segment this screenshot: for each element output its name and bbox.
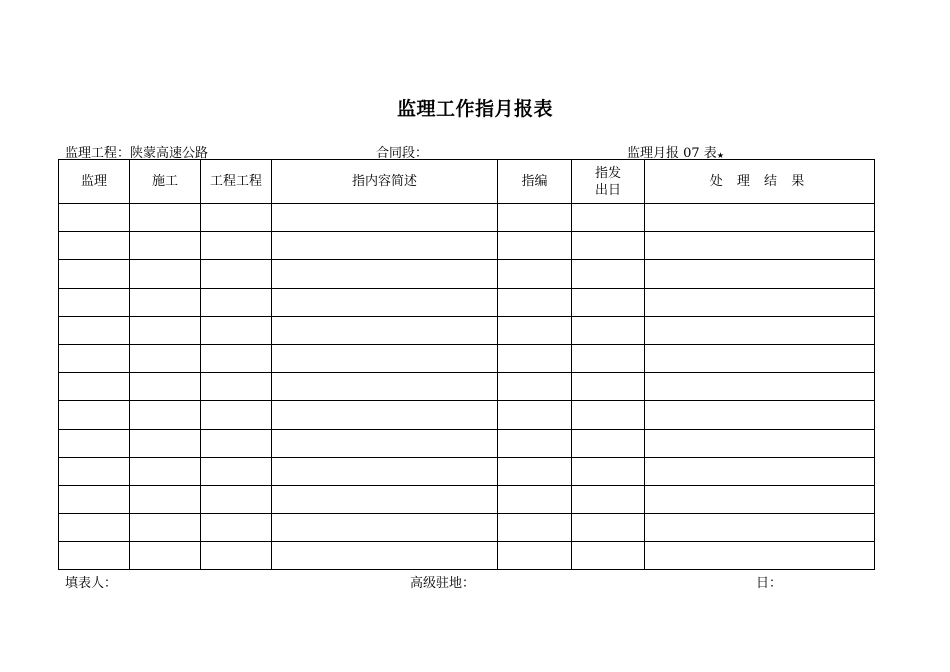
table-cell[interactable]: [645, 401, 875, 429]
table-cell[interactable]: [272, 288, 498, 316]
header-issue-date-line2: 出日: [594, 182, 621, 198]
table-cell[interactable]: [201, 401, 272, 429]
table-cell[interactable]: [272, 429, 498, 457]
table-cell[interactable]: [498, 401, 572, 429]
table-cell[interactable]: [572, 457, 645, 485]
table-cell[interactable]: [572, 316, 645, 344]
header-construction: 施工: [130, 160, 201, 204]
star-icon: ★: [716, 151, 724, 160]
table-cell[interactable]: [498, 204, 572, 232]
table-cell[interactable]: [645, 260, 875, 288]
header-instruction-summary: 指内容简述: [272, 160, 498, 204]
table-row: [59, 232, 875, 260]
table-cell[interactable]: [272, 485, 498, 513]
footer-date: 日：: [756, 576, 783, 591]
table-row: [59, 429, 875, 457]
table-cell[interactable]: [572, 401, 645, 429]
table-cell[interactable]: [201, 457, 272, 485]
table-cell[interactable]: [272, 542, 498, 570]
header-result: 处 理 结 果: [645, 160, 875, 204]
table-row: [59, 514, 875, 542]
table-cell[interactable]: [59, 485, 130, 513]
table-cell[interactable]: [201, 316, 272, 344]
table-cell[interactable]: [201, 344, 272, 372]
header-engineering: 工程工程: [201, 160, 272, 204]
table-cell[interactable]: [572, 429, 645, 457]
table-cell[interactable]: [498, 542, 572, 570]
table-cell[interactable]: [201, 429, 272, 457]
table-cell[interactable]: [201, 514, 272, 542]
table-cell[interactable]: [201, 204, 272, 232]
report-table: [58, 159, 875, 570]
table-row: [59, 457, 875, 485]
table-cell[interactable]: [645, 429, 875, 457]
table-cell[interactable]: [272, 401, 498, 429]
table-cell[interactable]: [498, 457, 572, 485]
table-cell[interactable]: [498, 288, 572, 316]
table-cell[interactable]: [130, 232, 201, 260]
table-row: [59, 373, 875, 401]
table-cell[interactable]: [572, 542, 645, 570]
table-cell[interactable]: [59, 204, 130, 232]
table-cell[interactable]: [59, 344, 130, 372]
table-cell[interactable]: [201, 232, 272, 260]
table-cell[interactable]: [201, 485, 272, 513]
table-cell[interactable]: [272, 316, 498, 344]
table-cell[interactable]: [645, 373, 875, 401]
table-cell[interactable]: [59, 232, 130, 260]
table-cell[interactable]: [59, 429, 130, 457]
table-cell[interactable]: [59, 260, 130, 288]
table-row: [59, 401, 875, 429]
page-title: 监理工作指月报表: [396, 98, 553, 120]
footer-resident: 高级驻地：: [410, 576, 476, 591]
table-cell[interactable]: [498, 514, 572, 542]
table-cell[interactable]: [130, 373, 201, 401]
table-cell[interactable]: [130, 316, 201, 344]
form-code-text: 监理月报 07 表: [627, 146, 717, 161]
table-row: [59, 316, 875, 344]
table-cell[interactable]: [201, 542, 272, 570]
table-cell[interactable]: [645, 542, 875, 570]
table-cell[interactable]: [498, 232, 572, 260]
table-cell[interactable]: [130, 288, 201, 316]
table-cell[interactable]: [130, 485, 201, 513]
table-cell[interactable]: [572, 485, 645, 513]
table-cell[interactable]: [130, 344, 201, 372]
contract-section: 合同段：: [376, 146, 429, 161]
table-cell[interactable]: [59, 401, 130, 429]
table-cell[interactable]: [201, 373, 272, 401]
table-cell[interactable]: [130, 542, 201, 570]
table-cell[interactable]: [645, 485, 875, 513]
table-cell[interactable]: [572, 514, 645, 542]
table-cell[interactable]: [572, 373, 645, 401]
table-cell[interactable]: [498, 429, 572, 457]
table-row: [59, 542, 875, 570]
table-cell[interactable]: [130, 401, 201, 429]
table-cell[interactable]: [498, 260, 572, 288]
table-cell[interactable]: [645, 204, 875, 232]
table-cell[interactable]: [498, 373, 572, 401]
table-cell[interactable]: [572, 344, 645, 372]
table-cell[interactable]: [130, 457, 201, 485]
table-cell[interactable]: [272, 457, 498, 485]
table-cell[interactable]: [645, 288, 875, 316]
table-cell[interactable]: [272, 204, 498, 232]
table-cell[interactable]: [645, 457, 875, 485]
table-row: [59, 260, 875, 288]
table-cell[interactable]: [59, 288, 130, 316]
footer-filler: 填表人：: [65, 576, 118, 591]
header-supervision: 监理: [59, 160, 130, 204]
table-cell[interactable]: [572, 260, 645, 288]
table-row: [59, 204, 875, 232]
table-cell[interactable]: [272, 344, 498, 372]
table-cell[interactable]: [130, 429, 201, 457]
table-cell[interactable]: [272, 260, 498, 288]
table-cell[interactable]: [130, 260, 201, 288]
table-header-row: [59, 160, 875, 204]
header-instruction-number: 指编: [498, 160, 572, 204]
table-cell[interactable]: [572, 204, 645, 232]
table-cell[interactable]: [572, 288, 645, 316]
header-issue-date: [572, 160, 645, 204]
table-cell[interactable]: [572, 232, 645, 260]
table-cell[interactable]: [645, 316, 875, 344]
table-row: [59, 485, 875, 513]
table-cell[interactable]: [498, 316, 572, 344]
table-cell[interactable]: [201, 260, 272, 288]
table-cell[interactable]: [59, 542, 130, 570]
table-cell[interactable]: [201, 288, 272, 316]
table-cell[interactable]: [130, 514, 201, 542]
table-cell[interactable]: [59, 373, 130, 401]
table-cell[interactable]: [272, 232, 498, 260]
table-cell[interactable]: [59, 514, 130, 542]
table-cell[interactable]: [130, 204, 201, 232]
project-name: 监理工程：陕蒙高速公路: [65, 146, 209, 161]
table-cell[interactable]: [59, 316, 130, 344]
table-cell[interactable]: [645, 514, 875, 542]
table-row: [59, 288, 875, 316]
table-cell[interactable]: [272, 373, 498, 401]
table-cell[interactable]: [645, 232, 875, 260]
table-cell[interactable]: [59, 457, 130, 485]
table-cell[interactable]: [272, 514, 498, 542]
table-cell[interactable]: [498, 344, 572, 372]
table-cell[interactable]: [645, 344, 875, 372]
table-row: [59, 344, 875, 372]
table-body: [59, 204, 875, 570]
header-issue-date-line1: 指发: [594, 165, 621, 181]
table-cell[interactable]: [498, 485, 572, 513]
